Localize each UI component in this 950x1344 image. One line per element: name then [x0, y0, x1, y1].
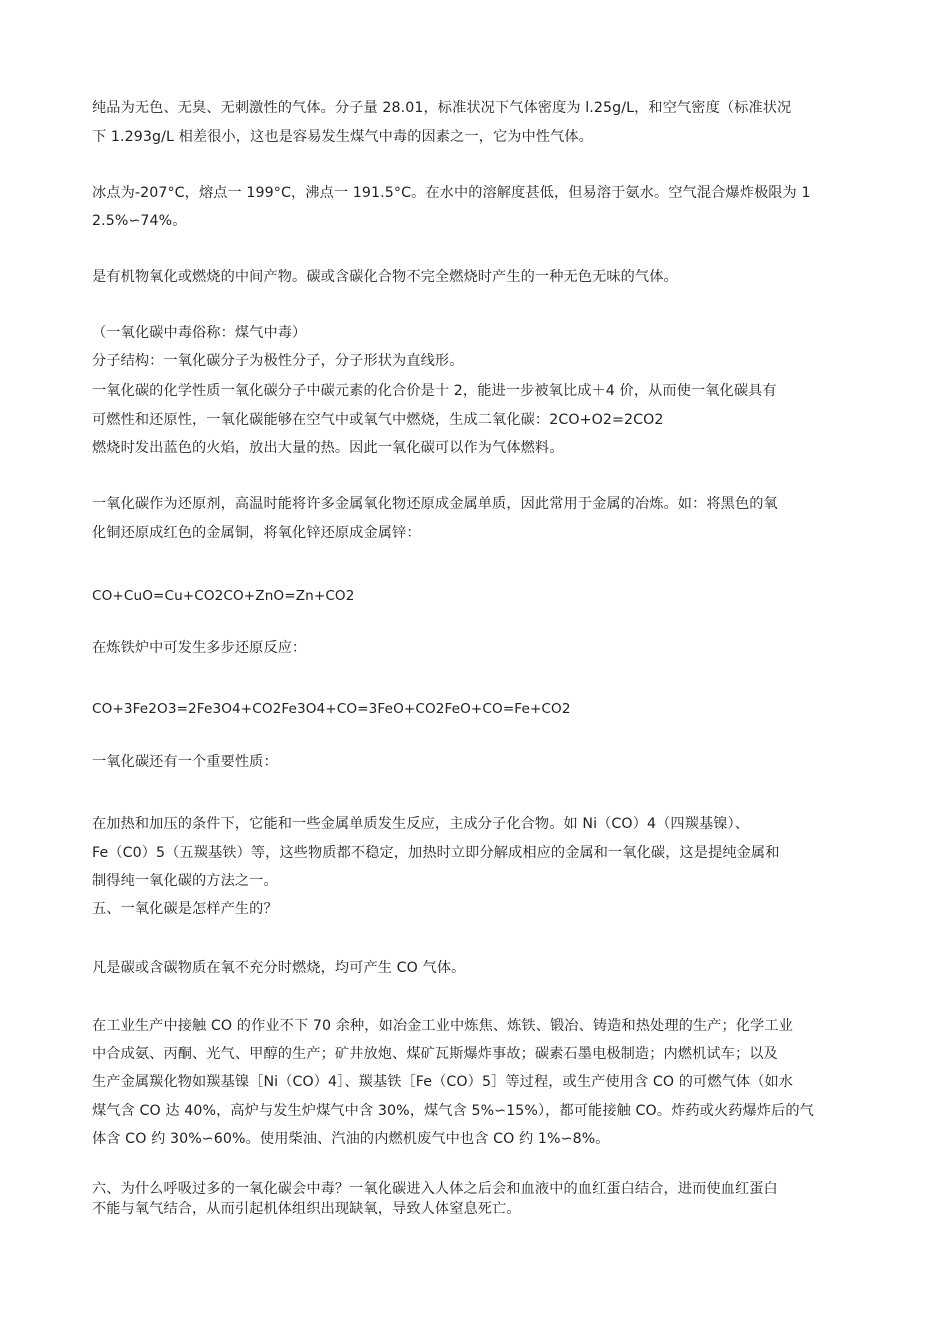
- text-line: 不能与氧气结合，从而引起机体组织出现缺氧，导致人体窒息死亡。: [92, 1201, 521, 1217]
- text-line: 在炼铁炉中可发生多步还原反应：: [92, 640, 307, 656]
- text-line: 可燃性和还原性，一氧化碳能够在空气中或氧气中燃烧，生成二氧化碳：2CO+O2=2CO2: [92, 412, 664, 428]
- text-line: 在工业生产中接触 CO 的作业不下 70 余种，如冶金工业中炼焦、炼铁、锻冶、铸造和热处理的生产；化学工业: [92, 1018, 793, 1034]
- text-line: 一氧化碳还有一个重要性质：: [92, 754, 278, 770]
- equation-line: CO+CuO=Cu+CO2CO+ZnO=Zn+CO2: [92, 588, 355, 604]
- text-line: （一氧化碳中毒俗称：煤气中毒）: [92, 325, 307, 341]
- text-line: 纯品为无色、无臭、无刺激性的气体。分子量 28.01，标准状况下气体密度为 l.25g/L，和空气密度（标准状况: [92, 100, 792, 116]
- text-line: 分子结构：一氧化碳分子为极性分子，分子形状为直线形。: [92, 353, 464, 369]
- text-line: 一氧化碳作为还原剂，高温时能将许多金属氧化物还原成金属单质，因此常用于金属的冶炼。如：将黑色的氧: [92, 496, 778, 512]
- text-line: 2.5%∽74%。: [92, 213, 187, 229]
- text-line: 制得纯一氧化碳的方法之一。: [92, 873, 278, 889]
- text-line: 中合成氨、丙酮、光气、甲醇的生产；矿井放炮、煤矿瓦斯爆炸事故；碳素石墨电极制造；内燃机试车；以及: [92, 1046, 778, 1062]
- text-line: Fe（C0）5（五羰基铁）等，这些物质都不稳定，加热时立即分解成相应的金属和一氧化碳，这是提纯金属和: [92, 845, 780, 861]
- section-heading: 五、一氧化碳是怎样产生的？: [92, 901, 278, 917]
- text-line: 体含 CO 约 30%∽60%。使用柴油、汽油的内燃机废气中也含 CO 约 1%∽8%。: [92, 1131, 610, 1147]
- text-line: 一氧化碳的化学性质一氧化碳分子中碳元素的化合价是十 2，能进一步被氧比成＋4 价，从而使一氧化碳具有: [92, 383, 777, 399]
- text-line: 下 1.293g/L 相差很小，这也是容易发生煤气中毒的因素之一，它为中性气体。: [92, 129, 593, 145]
- section-heading: 六、为什么呼吸过多的一氧化碳会中毒？一氧化碳进入人体之后会和血液中的血红蛋白结合，进而使血红蛋白: [92, 1181, 778, 1197]
- text-line: 燃烧时发出蓝色的火焰，放出大量的热。因此一氧化碳可以作为气体燃料。: [92, 440, 564, 456]
- text-line: 是有机物氧化或燃烧的中间产物。碳或含碳化合物不完全燃烧时产生的一种无色无味的气体。: [92, 269, 678, 285]
- text-line: 化铜还原成红色的金属铜，将氧化锌还原成金属锌：: [92, 525, 421, 541]
- text-line: 冰点为-207°C，熔点一 199°C，沸点一 191.5°C。在水中的溶解度甚低，但易溶于氨水。空气混合爆炸极限为 1: [92, 185, 811, 201]
- text-line: 生产金属羰化物如羰基镍［Ni（CO）4］、羰基铁［Fe（CO）5］等过程，或生产使用含 CO 的可燃气体（如水: [92, 1074, 794, 1090]
- text-line: 在加热和加压的条件下，它能和一些金属单质发生反应，主成分子化合物。如 Ni（CO）4（四羰基镍）、: [92, 816, 750, 832]
- text-line: 煤气含 CO 达 40%，高炉与发生炉煤气中含 30%，煤气含 5%∽15%），都可能接触 CO。炸药或火药爆炸后的气: [92, 1103, 814, 1119]
- text-line: 凡是碳或含碳物质在氧不充分时燃烧，均可产生 CO 气体。: [92, 960, 466, 976]
- equation-line: CO+3Fe2O3=2Fe3O4+CO2Fe3O4+CO=3FeO+CO2FeO+CO=Fe+CO2: [92, 701, 571, 717]
